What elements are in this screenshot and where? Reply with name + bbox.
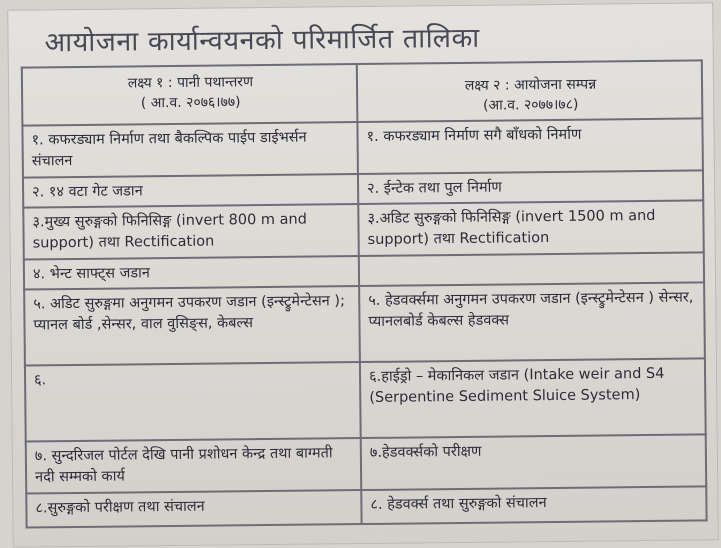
row-4-goal-1: ४. भेन्ट साफ्ट्स जडान xyxy=(24,256,359,290)
table-row xyxy=(22,118,703,177)
row-7-goal-1: ७. सुन्दरिजल पोर्टल देखि पानी प्रशोधन केन्द्र तथा बाग्मती नदी सम्मको कार्य xyxy=(26,438,362,494)
row-5-goal-1: ५. अडिट सुरुङ्गमा अनुगमन उपकरण जडान (इन्स्ट्रुमेन्टेसन ); प्यानल बोर्ड ,सेन्सर, वाल वुसिङ्स, केबल्स xyxy=(24,286,360,366)
row-1-goal-1: १. कफरड्याम निर्माण तथा बैकल्पिक पाईप डाईभर्सन संचालन xyxy=(22,122,358,178)
table-row xyxy=(24,282,705,365)
row-3-goal-2: ३.अडिट सुरुङ्गको फिनिसिङ्ग (invert 1500 m and support) तथा Rectification xyxy=(358,200,704,256)
row-8-goal-1: ८.सुरुङ्गको परीक्षण तथा संचालन xyxy=(26,490,361,528)
table-row xyxy=(26,486,706,527)
header-goal-2-title: लक्ष्य २ : आयोजना सम्पन्न xyxy=(464,76,597,94)
row-2-goal-1: २. १४ वटा गेट जडान xyxy=(23,174,358,208)
row-4-goal-2 xyxy=(359,252,704,286)
row-1-goal-2: १. कफरड्याम निर्माण सगै बाँधको निर्माण xyxy=(357,118,703,174)
row-6-goal-2: ६.हाईड्रो – मेकानिकल जडान (Intake weir and S4 (Serpentine Sediment Sluice System) xyxy=(360,358,706,438)
row-3-goal-1: ३.मुख्य सुरुङ्गको फिनिसिङ्ग (invert 800 m and support) तथा Rectification xyxy=(23,204,359,260)
row-5-goal-2: ५. हेडवर्क्समा अनुगमन उपकरण जडान (इन्स्ट्रुमेन्टेसन ) सेन्सर, प्यानलबोर्ड केबल्स हेडवक्स xyxy=(359,282,705,362)
row-2-goal-2: २. ईन्टेक तथा पुल निर्माण xyxy=(358,170,703,204)
table-header-row xyxy=(22,60,703,125)
table-row xyxy=(26,434,707,493)
row-8-goal-2: ८. हेडवर्क्स तथा सुरुङ्गको संचालन xyxy=(361,486,706,524)
row-7-goal-2: ७.हेडवर्क्सको परीक्षण xyxy=(361,434,707,490)
header-goal-1-title: लक्ष्य १ : पानी पथान्तरण xyxy=(127,74,254,92)
header-goal-1 xyxy=(22,64,358,126)
header-goal-2 xyxy=(357,60,703,122)
document-sheet xyxy=(7,2,719,547)
page-title: आयोजना कार्यान्वयनको परिमार्जित तालिका xyxy=(44,22,480,59)
row-6-goal-1: ६. xyxy=(25,362,361,442)
schedule-table xyxy=(21,59,708,528)
table-row xyxy=(23,200,704,259)
header-goal-2-year: (आ.व. २०७७।७८) xyxy=(482,96,579,114)
header-goal-1-year: ( आ.व. २०७६।७७) xyxy=(140,94,241,112)
table-row xyxy=(25,358,706,441)
